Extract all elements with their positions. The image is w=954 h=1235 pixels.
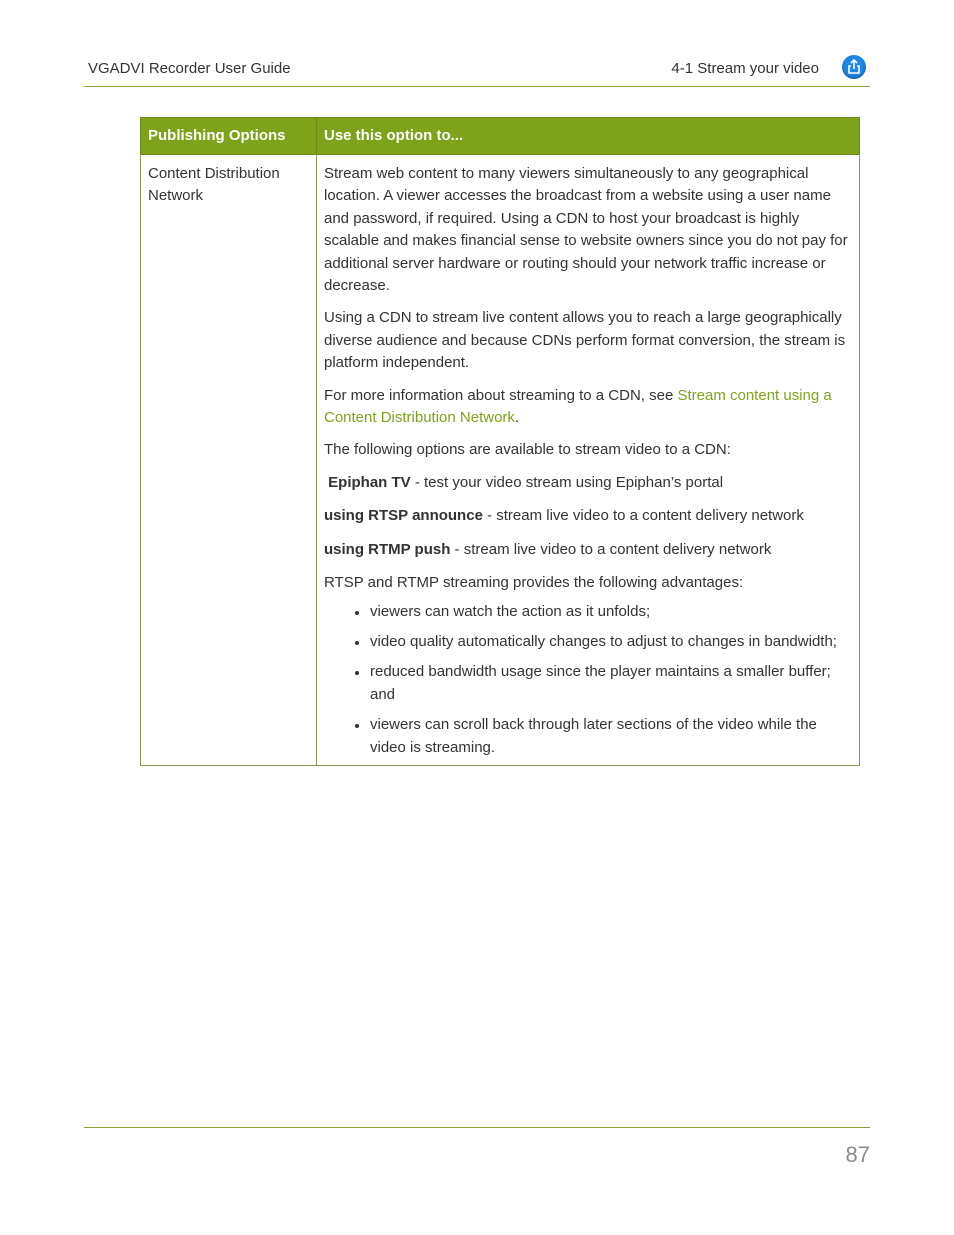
list-item: video quality automatically changes to adjust to changes in bandwidth; xyxy=(370,631,852,653)
section-title: 4-1 Stream your video xyxy=(671,60,819,77)
footer-rule xyxy=(84,1127,870,1128)
option-item xyxy=(324,472,852,494)
description-paragraph: Using a CDN to stream live content allows you to reach a large geographically diverse audience and because CDNs perform format conversion, the stream is platform independent. xyxy=(324,309,846,372)
option-description-cell xyxy=(317,155,860,766)
document-title: VGADVI Recorder User Guide xyxy=(88,60,291,77)
list-item: reduced bandwidth usage since the player maintains a smaller buffer; and xyxy=(370,661,852,706)
header-rule xyxy=(84,86,870,87)
column-header: Use this option to... xyxy=(317,118,860,155)
advantages-intro: RTSP and RTMP streaming provides the following advantages: xyxy=(324,574,744,592)
option-item-name: Epiphan TV xyxy=(328,473,411,491)
option-item-desc: - test your video stream using Epiphan’s portal xyxy=(410,473,724,491)
option-item xyxy=(324,539,852,561)
publishing-options-table xyxy=(140,117,860,766)
description-paragraph: Stream web content to many viewers simultaneously to any geographical location. A viewer accesses the broadcast from a website using a user name and password, if required. Using a CDN to host your broadcast is highly scalable and makes financial sense to website owners since you do not pay for additional server hardware or routing should your network traffic increase or decrease. xyxy=(324,165,848,295)
option-name-cell: Content Distribution Network xyxy=(141,155,317,766)
options-intro: The following options are available to stream video to a CDN: xyxy=(324,441,731,459)
more-info-suffix: . xyxy=(514,409,520,427)
option-item-desc: - stream live video to a content delivery network xyxy=(482,507,804,525)
list-item: viewers can scroll back through later sections of the video while the video is streaming. xyxy=(370,714,852,759)
table-header-row xyxy=(141,118,860,155)
page-number: 87 xyxy=(845,1142,870,1167)
share-icon[interactable] xyxy=(842,55,866,79)
option-item-name: using RTMP push xyxy=(324,540,451,558)
advantages-list xyxy=(324,601,852,759)
option-item xyxy=(324,505,852,527)
more-info-text: For more information about streaming to a CDN, see xyxy=(324,386,678,404)
table-row xyxy=(141,155,860,766)
list-item: viewers can watch the action as it unfolds; xyxy=(370,601,852,623)
option-item-name: using RTSP announce xyxy=(324,507,483,525)
more-info-paragraph xyxy=(324,385,852,430)
cdn-help-link[interactable]: Stream content using a Content Distribution Network xyxy=(324,386,832,427)
option-item-desc: - stream live video to a content delivery network xyxy=(450,540,772,558)
column-header: Publishing Options xyxy=(141,118,317,155)
